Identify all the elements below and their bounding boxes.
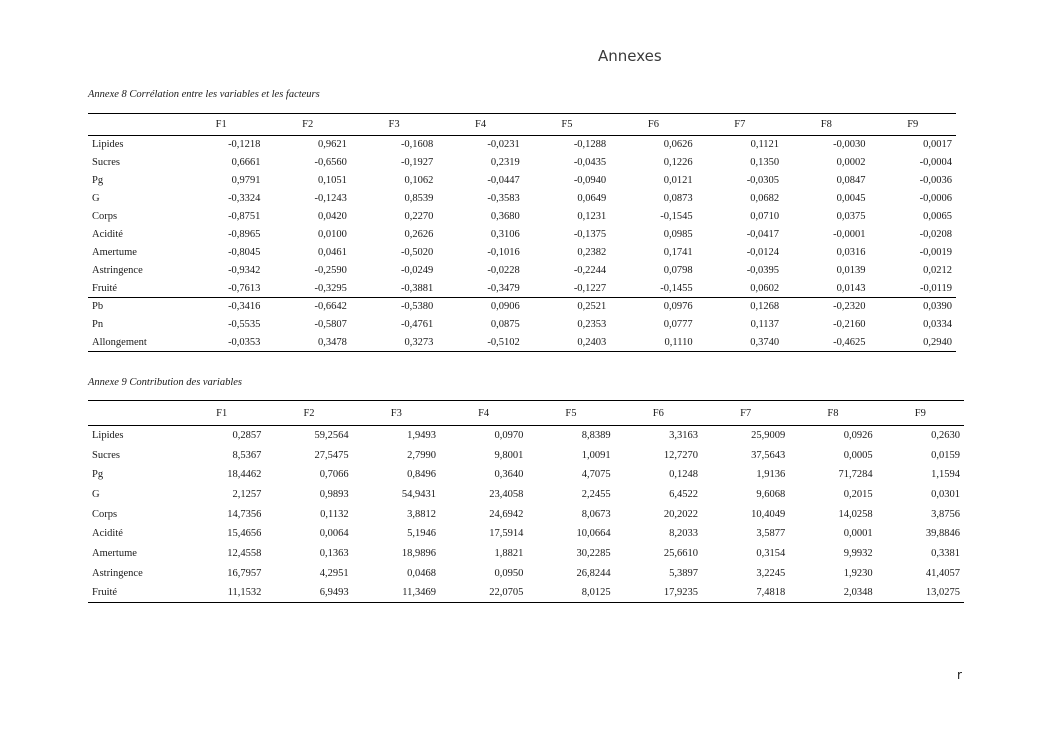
row-label: Fruité <box>92 282 118 294</box>
table-cell: 0,0847 <box>836 175 866 186</box>
table-cell: 0,0159 <box>931 449 960 461</box>
annexe-8-caption: Annexe 8 Corrélation entre les variables et les facteurs <box>88 89 320 100</box>
table-cell: -0,8045 <box>228 247 261 258</box>
table-cell: -0,2590 <box>314 265 347 276</box>
table-cell: 0,0017 <box>923 139 952 151</box>
table-cell: 0,3478 <box>318 336 347 348</box>
table-row <box>88 485 964 505</box>
row-label: Pg <box>92 469 104 481</box>
table-cell: 1,0091 <box>581 449 611 461</box>
table-row <box>88 583 964 603</box>
row-label: Corps <box>92 508 118 520</box>
column-header-empty <box>88 401 178 426</box>
table-cell: 0,1137 <box>750 319 780 330</box>
table-header-row <box>88 401 964 426</box>
table-cell: 0,2015 <box>843 488 873 500</box>
table-row <box>88 244 956 262</box>
table-cell: 16,7957 <box>227 567 262 579</box>
table-cell: -0,3295 <box>314 282 347 294</box>
table-cell: -0,1227 <box>573 282 607 294</box>
table-cell: 0,2382 <box>577 247 607 258</box>
row-label: Astringence <box>92 265 143 276</box>
table-cell: -0,2244 <box>573 265 607 276</box>
table-cell: 0,0976 <box>663 301 693 313</box>
table-cell: -0,3324 <box>228 193 261 204</box>
table-cell: 9,8001 <box>494 449 524 461</box>
table-cell: 0,1741 <box>663 247 693 258</box>
table-cell: 25,9009 <box>751 430 786 442</box>
column-header-f7: F7 <box>740 407 752 419</box>
row-label: Acidité <box>92 229 123 240</box>
table-cell: 0,0420 <box>318 211 347 222</box>
footer-mark: r <box>957 668 962 682</box>
column-header-empty <box>88 114 178 136</box>
table-cell: 0,1363 <box>319 547 349 559</box>
table-cell: -0,1608 <box>400 139 434 151</box>
column-header-f9: F9 <box>914 407 926 419</box>
row-label: Astringence <box>92 567 143 579</box>
table-cell: -0,0006 <box>919 193 952 204</box>
table-cell: 0,3680 <box>490 211 520 222</box>
table-cell: 26,8244 <box>576 567 611 579</box>
table-cell: 71,7284 <box>838 469 873 481</box>
table-cell: 0,0390 <box>923 301 952 313</box>
table-cell: 0,0045 <box>836 193 866 204</box>
table-cell: 0,2521 <box>577 301 607 313</box>
annexe-9-caption: Annexe 9 Contribution des variables <box>88 377 242 388</box>
table-cell: 0,8539 <box>404 193 434 204</box>
table-cell: -0,0447 <box>487 175 520 186</box>
table-cell: -0,8965 <box>228 229 261 240</box>
table-row <box>88 465 964 485</box>
table-cell: 22,0705 <box>489 587 524 599</box>
table-cell: -0,5020 <box>400 247 434 258</box>
table-cell: 54,9431 <box>401 488 436 500</box>
table-cell: -0,0228 <box>487 265 520 276</box>
table-cell: 18,4462 <box>227 469 262 481</box>
row-label: Pb <box>92 301 104 313</box>
table-cell: -0,1288 <box>573 139 607 151</box>
row-label: G <box>92 193 100 204</box>
table-row <box>88 208 956 226</box>
row-label: Pn <box>92 319 104 330</box>
table-cell: -0,1455 <box>660 282 693 294</box>
table-cell: 0,0682 <box>750 193 780 204</box>
table-cell: -0,1218 <box>228 139 261 151</box>
table-cell: 9,9932 <box>843 547 873 559</box>
column-header-f4: F4 <box>474 119 487 130</box>
table-cell: 0,0002 <box>836 157 866 168</box>
table-cell: 17,5914 <box>489 528 524 540</box>
table-cell: 14,0258 <box>838 508 873 520</box>
table-cell: 0,0461 <box>318 247 347 258</box>
table-cell: 4,7075 <box>581 469 611 481</box>
table-cell: 0,0985 <box>663 229 693 240</box>
row-label: Lipides <box>92 139 124 151</box>
table-cell: 39,8846 <box>925 528 960 540</box>
row-label: Sucres <box>92 157 120 168</box>
table-cell: -0,0940 <box>573 175 607 186</box>
table-cell: -0,1016 <box>487 247 520 258</box>
table-cell: 0,1231 <box>577 211 607 222</box>
table-cell: 3,8812 <box>407 508 436 520</box>
table-cell: 12,4558 <box>227 547 262 559</box>
table-cell: 23,4058 <box>489 488 524 500</box>
table-row <box>88 544 964 564</box>
table-cell: 0,0710 <box>750 211 780 222</box>
table-row <box>88 563 964 583</box>
table-cell: 0,0649 <box>577 193 607 204</box>
table-cell: -0,3416 <box>228 301 261 313</box>
table-cell: 0,1121 <box>750 139 780 151</box>
table-cell: 8,0125 <box>581 587 611 599</box>
table-cell: -0,5535 <box>228 319 261 330</box>
contribution-table <box>88 400 964 603</box>
table-cell: -0,5807 <box>314 319 347 330</box>
row-label: Pg <box>92 175 104 186</box>
column-header-f8: F8 <box>820 119 832 130</box>
table-cell: -0,0249 <box>400 265 434 276</box>
table-cell: -0,0001 <box>833 229 866 240</box>
table-cell: 0,3106 <box>490 229 520 240</box>
table-cell: 0,1268 <box>750 301 780 313</box>
table-cell: 0,0602 <box>750 282 780 294</box>
table-cell: 0,0143 <box>836 282 866 294</box>
table-cell: 0,2353 <box>577 319 607 330</box>
table-row <box>88 262 956 280</box>
table-cell: 0,2630 <box>931 430 960 442</box>
table-cell: 0,0301 <box>931 488 960 500</box>
table-cell: 20,2022 <box>663 508 698 520</box>
table-cell: -0,0395 <box>746 265 780 276</box>
table-cell: 1,9230 <box>843 567 873 579</box>
table-cell: 4,2951 <box>319 567 349 579</box>
table-cell: 8,2033 <box>669 528 698 540</box>
column-header-f2: F2 <box>303 407 315 419</box>
table-cell: 25,6610 <box>663 547 698 559</box>
table-row <box>88 504 964 524</box>
table-cell: 11,1532 <box>227 587 262 599</box>
column-header-f7: F7 <box>734 119 746 130</box>
table-cell: -0,6642 <box>314 301 347 313</box>
table-cell: -0,0208 <box>919 229 952 240</box>
table-cell: -0,4625 <box>833 336 866 348</box>
table-cell: 0,2403 <box>577 336 607 348</box>
table-cell: -0,3583 <box>487 193 520 204</box>
table-cell: 6,4522 <box>669 488 698 500</box>
table-cell: -0,5380 <box>400 301 434 313</box>
column-header-f4: F4 <box>478 407 490 419</box>
table-row <box>88 426 964 446</box>
table-cell: -0,3881 <box>400 282 434 294</box>
table-row <box>88 172 956 190</box>
table-cell: 5,1946 <box>407 528 436 540</box>
row-label: Acidité <box>92 528 123 540</box>
table-cell: 0,2270 <box>404 211 434 222</box>
table-cell: -0,0417 <box>746 229 780 240</box>
table-cell: -0,0231 <box>487 139 520 151</box>
table-cell: 7,4818 <box>756 587 786 599</box>
column-header-f8: F8 <box>827 407 839 419</box>
row-label: Allongement <box>92 336 147 348</box>
table-cell: 0,0001 <box>843 528 873 540</box>
table-cell: 0,2319 <box>490 157 520 168</box>
table-cell: 30,2285 <box>576 547 611 559</box>
table-cell: -0,1243 <box>314 193 347 204</box>
table-cell: 41,4057 <box>925 567 960 579</box>
table-cell: 0,1350 <box>750 157 780 168</box>
table-cell: 0,0626 <box>663 139 693 151</box>
table-cell: -0,1927 <box>400 157 434 168</box>
column-header-f5: F5 <box>561 119 573 130</box>
table-cell: -0,9342 <box>228 265 261 276</box>
table-row <box>88 316 956 334</box>
table-cell: -0,0435 <box>573 157 607 168</box>
table-cell: 3,5877 <box>756 528 786 540</box>
table-cell: 59,2564 <box>314 430 349 442</box>
column-header-f3: F3 <box>390 407 402 419</box>
table-cell: -0,1375 <box>573 229 607 240</box>
table-cell: 0,2626 <box>404 229 434 240</box>
table-cell: 14,7356 <box>227 508 262 520</box>
table-cell: -0,1545 <box>660 211 693 222</box>
column-header-f3: F3 <box>388 119 400 130</box>
table-cell: 1,9136 <box>756 469 786 481</box>
page-header: Annexes <box>598 47 662 65</box>
table-cell: 11,3469 <box>402 587 436 599</box>
row-label: G <box>92 488 100 500</box>
table-cell: 0,0064 <box>319 528 349 540</box>
table-cell: -0,5102 <box>487 336 520 348</box>
table-cell: 6,9493 <box>319 587 349 599</box>
table-cell: 0,0212 <box>923 265 952 276</box>
table-cell: 8,5367 <box>232 449 262 461</box>
table-cell: 0,0926 <box>843 430 873 442</box>
table-cell: -0,2320 <box>833 301 866 313</box>
table-cell: 0,2857 <box>232 430 262 442</box>
table-cell: -0,0030 <box>833 139 866 151</box>
table-cell: -0,8751 <box>228 211 261 222</box>
table-cell: 0,3740 <box>750 336 780 348</box>
table-cell: 0,6661 <box>231 157 261 168</box>
table-cell: 0,0375 <box>836 211 866 222</box>
table-row <box>88 298 956 316</box>
table-cell: 0,1051 <box>318 175 347 186</box>
table-cell: 0,0777 <box>663 319 693 330</box>
correlation-table <box>88 113 956 352</box>
table-cell: 0,1226 <box>663 157 693 168</box>
table-cell: 0,0121 <box>663 175 693 186</box>
table-cell: 0,0906 <box>490 301 520 313</box>
table-cell: 0,0873 <box>663 193 693 204</box>
table-cell: -0,0019 <box>919 247 952 258</box>
table-cell: 0,8496 <box>407 469 436 481</box>
table-cell: 0,0100 <box>318 229 347 240</box>
table-cell: 0,0875 <box>490 319 520 330</box>
table-cell: -0,2160 <box>833 319 866 330</box>
table-cell: 2,0348 <box>843 587 873 599</box>
table-cell: 3,3163 <box>669 430 698 442</box>
table-cell: -0,0036 <box>919 175 952 186</box>
table-cell: 0,9791 <box>231 175 261 186</box>
table-cell: 0,0316 <box>836 247 866 258</box>
table-cell: 2,7990 <box>407 449 436 461</box>
table-row <box>88 136 956 154</box>
column-header-f9: F9 <box>907 119 919 130</box>
table-cell: -0,0004 <box>919 157 952 168</box>
table-cell: 24,6942 <box>489 508 524 520</box>
row-label: Corps <box>92 211 118 222</box>
table-cell: 2,2455 <box>581 488 611 500</box>
table-cell: 0,3154 <box>756 547 786 559</box>
row-label: Amertume <box>92 247 137 258</box>
table-row <box>88 334 956 352</box>
table-header-row <box>88 114 956 136</box>
table-cell: 0,0065 <box>923 211 952 222</box>
table-cell: 2,1257 <box>232 488 262 500</box>
table-cell: 1,9493 <box>407 430 436 442</box>
table-cell: -0,0119 <box>920 282 952 294</box>
table-cell: 9,6068 <box>756 488 786 500</box>
row-label: Fruité <box>92 587 118 599</box>
table-cell: 10,4049 <box>751 508 786 520</box>
table-cell: -0,4761 <box>400 319 434 330</box>
table-cell: 8,0673 <box>581 508 611 520</box>
table-cell: 12,7270 <box>663 449 698 461</box>
table-cell: 3,8756 <box>931 508 960 520</box>
table-cell: 1,1594 <box>931 469 960 481</box>
table-cell: 0,3273 <box>404 336 434 348</box>
table-row <box>88 190 956 208</box>
table-cell: 0,1110 <box>664 336 693 348</box>
table-cell: 0,3640 <box>494 469 524 481</box>
column-header-f6: F6 <box>652 407 664 419</box>
table-cell: 0,3381 <box>931 547 960 559</box>
row-label: Sucres <box>92 449 120 461</box>
table-cell: 0,0970 <box>494 430 524 442</box>
table-cell: -0,0124 <box>746 247 780 258</box>
column-header-f1: F1 <box>215 119 227 130</box>
table-cell: 0,1248 <box>669 469 698 481</box>
table-cell: -0,7613 <box>228 282 261 294</box>
row-label: Amertume <box>92 547 137 559</box>
table-cell: 5,3897 <box>669 567 698 579</box>
table-cell: -0,0353 <box>228 336 261 348</box>
table-cell: 0,0798 <box>663 265 693 276</box>
table-row <box>88 524 964 544</box>
table-row <box>88 280 956 298</box>
table-cell: 0,7066 <box>319 469 349 481</box>
table-cell: 17,9235 <box>663 587 698 599</box>
table-cell: 10,0664 <box>576 528 611 540</box>
table-cell: 1,8821 <box>494 547 524 559</box>
table-cell: 0,0139 <box>836 265 866 276</box>
table-cell: 27,5475 <box>314 449 349 461</box>
table-cell: 3,2245 <box>756 567 786 579</box>
table-cell: 0,1132 <box>320 508 349 520</box>
table-cell: 0,0005 <box>843 449 873 461</box>
table-cell: 8,8389 <box>581 430 611 442</box>
table-cell: 0,2940 <box>923 336 952 348</box>
table-cell: 0,0334 <box>923 319 952 330</box>
table-cell: 0,9621 <box>318 139 347 151</box>
table-cell: 0,0468 <box>407 567 436 579</box>
table-cell: 18,9896 <box>401 547 436 559</box>
column-header-f1: F1 <box>216 407 228 419</box>
table-cell: -0,0305 <box>746 175 780 186</box>
table-cell: -0,6560 <box>314 157 347 168</box>
column-header-f6: F6 <box>647 119 659 130</box>
table-cell: -0,3479 <box>487 282 520 294</box>
table-cell: 0,9893 <box>319 488 349 500</box>
table-cell: 0,1062 <box>404 175 434 186</box>
table-row <box>88 226 956 244</box>
table-cell: 0,0950 <box>494 567 524 579</box>
table-cell: 37,5643 <box>751 449 786 461</box>
table-cell: 15,4656 <box>227 528 262 540</box>
column-header-f2: F2 <box>302 119 314 130</box>
table-row <box>88 154 956 172</box>
table-row <box>88 445 964 465</box>
column-header-f5: F5 <box>565 407 577 419</box>
row-label: Lipides <box>92 430 124 442</box>
table-cell: 13,0275 <box>925 587 960 599</box>
